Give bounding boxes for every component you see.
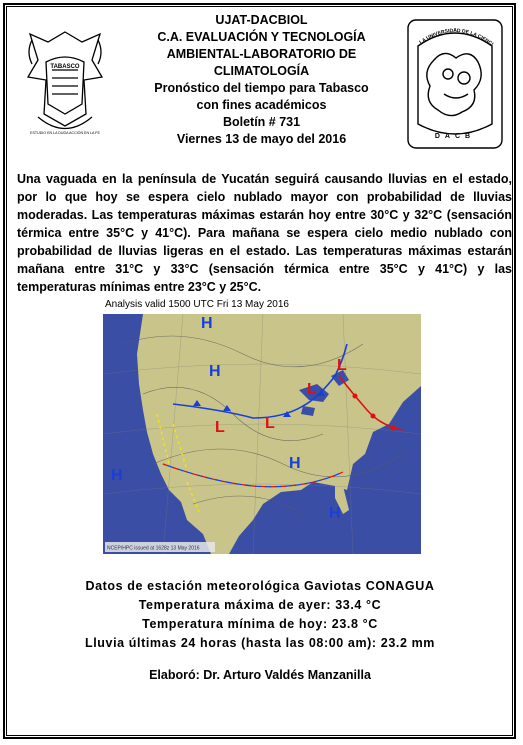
header-line-1: UJAT-DACBIOL (215, 13, 308, 27)
header-line-6: con fines académicos (196, 98, 327, 112)
map-low-2: L (307, 381, 317, 398)
ujat-seal-right (404, 16, 506, 152)
header-line-4: CLIMATOLOGÍA (213, 64, 310, 78)
map-high-5: H (329, 505, 341, 522)
header-line-5: Pronóstico del tiempo para Tabasco (154, 81, 369, 95)
forecast-text (17, 170, 512, 296)
svg-text:LA UNIVERSIDAD DE LA CIENCIA Y (404, 16, 495, 48)
min-temperature: Temperatura mínima de hoy: 23.8 °C (142, 617, 378, 631)
ujat-seal-left (22, 22, 108, 138)
station-title: Datos de estación meteorológica Gaviotas CONAGUA (85, 579, 435, 593)
map-credit: NCEP/HPC issued at 1628z 13 May 2016 (107, 545, 200, 552)
forecast-today: Una vaguada en la península de Yucatán seguirá causando lluvias en el estado, por lo que hoy se espera cielo nublado mayor con probabilidad de lluvias moderadas. Las temperaturas máximas estarán hoy entre 30°C y 32°C (sensación térmica entre 35°C y 41°C). (17, 172, 512, 240)
station-data (20, 577, 500, 653)
map-high-1: H (201, 315, 213, 332)
rainfall-24h: Lluvia últimas 24 horas (hasta las 08:00 am): 23.2 mm (85, 636, 435, 650)
header-line-3: AMBIENTAL-LABORATORIO DE (166, 47, 357, 61)
map-high-4: H (289, 455, 301, 472)
map-low-4: L (265, 415, 275, 432)
bulletin-number: Boletín # 731 (222, 115, 301, 129)
bulletin-date: Viernes 13 de mayo del 2016 (176, 132, 347, 146)
map-high-3: H (111, 467, 123, 484)
seal-left-bottom-text: ESTUDIO EN LA DUDA ACCIÓN EN LA FE (30, 131, 100, 135)
forecast-tomorrow: Para mañana se espera cielo medio nublado con probabilidad de lluvias ligeras en el estado. Las temperaturas máximas estarán mañana entre 31°C y 33°C (sensación térmica entre 35°C y 41°C) y las temperaturas mínimas entre 23°C y 25°C. (17, 226, 512, 294)
surface-analysis-map (103, 314, 421, 554)
seal-right-ring-text: LA UNIVERSIDAD DE LA CIENCI (418, 27, 495, 48)
max-temperature: Temperatura máxima de ayer: 33.4 °C (138, 598, 382, 612)
map-caption: Analysis valid 1500 UTC Fri 13 May 2016 (105, 299, 289, 310)
seal-right-bottom-text: DACB (434, 133, 476, 140)
header-line-2: C.A. EVALUACIÓN Y TECNOLOGÍA (157, 30, 366, 44)
author-credit: Elaboró: Dr. Arturo Valdés Manzanilla (149, 668, 371, 682)
map-low-3: L (215, 419, 225, 436)
bulletin-header (120, 12, 403, 148)
seal-left-top-text: TABASCO (50, 64, 80, 70)
map-high-2: H (209, 363, 221, 380)
map-low-1: L (337, 357, 347, 374)
